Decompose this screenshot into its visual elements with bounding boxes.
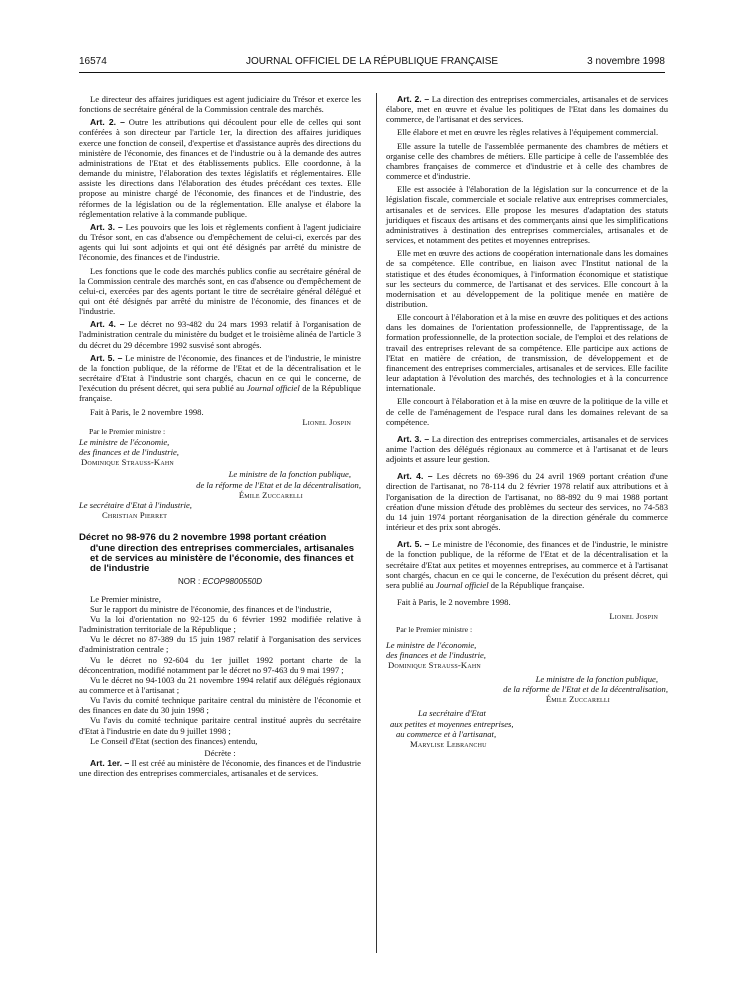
article-3 (386, 434, 668, 464)
article-label: Art. 3. – (397, 433, 430, 444)
signatory-title: Le ministre de la fonction publique, (228, 469, 351, 480)
paragraph: Le directeur des affaires juridiques est agent judiciaire du Trésor et exerce les fonctions de secrétaire général de la Commission centrale des marchés. (79, 94, 361, 115)
signatory-title: Le ministre de l'économie, (386, 639, 477, 650)
column-divider (376, 93, 377, 953)
decree-title (79, 533, 361, 574)
article-label: Art. 5. – (397, 539, 430, 550)
signing-place-date: Fait à Paris, le 2 novembre 1998. (90, 406, 204, 417)
decree-title-line: d'une direction des entreprises commerciales, artisanales et de services au ministère de l'économie, des finances et de l'industrie (90, 542, 355, 575)
page-header (79, 56, 665, 73)
signature-prime-minister: Lionel Jospin (609, 611, 658, 622)
visa: Le Conseil d'Etat (section des finances) entendu, (90, 735, 258, 746)
visa: Vu le décret no 94-1003 du 21 novembre 1994 relatif aux délégués régionaux au commerce et à l'artisanat ; (79, 674, 361, 695)
left-column (79, 94, 361, 778)
signatory-title: La secrétaire d'Etat (418, 708, 486, 719)
right-column (386, 94, 668, 749)
nor-code: ECOP9800550D (202, 577, 263, 587)
signatory-name: Émile Zuccarelli (545, 694, 610, 705)
paragraph: Elle assure la tutelle de l'assemblée permanente des chambres de métiers et organise celle des chambres de métiers. Elle participe à celle de l'assemblée des chambres françaises de commerce et d'industrie et à celle des chambres de commerce et d'industrie. (386, 140, 668, 182)
nor-reference (79, 577, 361, 587)
visa: Vu le décret no 92-604 du 1er juillet 1992 portant charte de la déconcentration, modifié notamment par le décret no 97-463 du 9 mai 1997 ; (79, 654, 361, 675)
signatory-title: au commerce et à l'artisanat, (396, 728, 497, 739)
issue-date: 3 novembre 1998 (587, 56, 665, 67)
by-prime-minister: Par le Premier ministre : (89, 426, 166, 436)
article-label: Art. 2. – (90, 117, 125, 128)
article-text: Les décrets no 69-396 du 24 avril 1969 portant création d'une direction de l'artisanat, no 78-114 du 2 février 1978 relatif aux attributions et à l'organisation de la direction de l'artisanat, no 88-892 du 9 mai 1988 portant création d'une mission d'étude des problèmes du secteur des services, no 74-583 du 14 juin 1974 portant réorganisation de la direction générale du commerce intérieur et des prix sont abrogés. (386, 471, 668, 533)
decree-title-line: Décret no 98-976 du 2 novembre 1998 portant création (79, 532, 327, 544)
article-text: La direction des entreprises commerciales, artisanales et de services anime l'action des délégués régionaux au commerce et à l'artisanat et de leurs adjoints et assure leur gestion. (386, 433, 668, 465)
decrete: Décrète : (204, 747, 236, 758)
article-5 (386, 539, 668, 590)
signatory-title: de la réforme de l'Etat et de la décentralisation, (196, 479, 361, 490)
signatory-name: Christian Pierret (102, 510, 168, 521)
visa: Vu le décret no 87-389 du 15 juin 1987 relatif à l'organisation des services d'administration centrale ; (79, 634, 361, 655)
signature-prime-minister: Lionel Jospin (302, 416, 351, 427)
paragraph: Elle met en œuvre des actions de coopération internationale dans les domaines de sa compétence. Elle contribue, en liaison avec l'Institut national de la statistique et des études économiques, à l'information économique et statistique sur les secteurs du commerce, de l'artisanat et des services. Elle concourt à la modernisation et au développement de la politique menée en matière de distribution. (386, 248, 668, 309)
article-text: de la République française. (490, 579, 585, 590)
article-2 (386, 94, 668, 124)
article-text: de la République française. (79, 383, 361, 404)
nor-label: NOR : (177, 577, 201, 587)
paragraph: Elle est associée à l'élaboration de la législation sur la concurrence et de la législation fiscale, commerciale et sociale relative aux entreprises commerciales, artisanales et de services. Elle propose les mesures d'adaptation des statuts juridiques et fiscaux des artisans et des commerçants ainsi que les simplifications administratives à destination des entreprises commerciales, artisanales et de services, et notamment des petites et moyennes entreprises. (386, 184, 668, 246)
paragraph: Elle concourt à l'élaboration et à la mise en œuvre des politiques et des actions dans les domaines de l'orientation professionnelle, de l'apprentissage, de la formation professionnelle, de la protection sociale, de l'emploi et des relations de travail des entreprises relevant de sa compétence. Elle participe aux actions de l'Etat en matière de création, de transmission, de développement et de financement des entreprises commerciales, artisanales et de services. Elle facilite leur adaptation à l'évolution des marchés, des technologies et à la concurrence internationale. (386, 312, 668, 394)
signatory-title: Le secrétaire d'Etat à l'industrie, (79, 499, 192, 510)
article-label: Art. 5. – (90, 352, 123, 363)
article-label: Art. 2. – (397, 94, 430, 104)
journal-title: JOURNAL OFFICIEL DE LA RÉPUBLIQUE FRANÇAISE (245, 56, 499, 67)
article-label: Art. 4. – (90, 319, 125, 330)
signatory-title: aux petites et moyennes entreprises, (390, 718, 514, 729)
article-text: Les pouvoirs que les lois et règlements confient à l'agent judiciaire du Trésor sont, en cas d'absence ou d'empêchement de celui-ci, exercés par des agents qui lui sont adjoints et qui ont été désignés par arrêté du ministre de l'économie, des finances et de l'industrie. (79, 221, 361, 263)
signatory-name: Dominique Strauss-Kahn (81, 457, 174, 468)
article-1 (79, 758, 361, 778)
signatory-title: Le ministre de l'économie, (79, 437, 170, 447)
by-prime-minister: Par le Premier ministre : (396, 625, 473, 635)
article-label: Art. 3. – (90, 221, 123, 232)
visa: Vu l'avis du comité technique paritaire central institué auprès du secrétaire d'Etat à l'industrie en date du 9 juillet 1998 ; (79, 715, 361, 736)
signing-place-date: Fait à Paris, le 2 novembre 1998. (397, 597, 511, 608)
paragraph: Elle concourt à l'élaboration et à la mise en œuvre de la politique de la ville et de celle de l'aménagement de l'espace rural dans les domaines relevant de sa compétence. (386, 396, 668, 427)
article-4 (79, 319, 361, 349)
signatory-name: Marylise Lebranchu (410, 738, 487, 749)
signatory-name: Dominique Strauss-Kahn (388, 659, 481, 670)
signatory-title: des finances et de l'industrie, (79, 447, 179, 458)
signatory-title: de la réforme de l'Etat et de la décentralisation, (503, 684, 668, 695)
visa: Vu la loi d'orientation no 92-125 du 6 février 1992 modifiée relative à l'administration territoriale de la République ; (79, 613, 361, 635)
signatory-name: Émile Zuccarelli (238, 489, 303, 500)
article-4 (386, 471, 668, 532)
journal-officiel-ref: Journal officiel (246, 383, 300, 394)
article-text: La direction des entreprises commerciales, artisanales et de services élabore, met en œuvre et évalue les politiques de l'Etat dans les domaines du commerce, de l'artisanat et des services. (386, 94, 668, 125)
page-number: 16574 (79, 56, 107, 67)
journal-officiel-ref: Journal officiel (435, 579, 489, 590)
article-text: Le ministre de l'économie, des finances et de l'industrie, le ministre de la fonction publique, de la réforme de l'Etat et de la décentralisation et la secrétaire d'Etat aux petites et moyennes entreprises, au commerce et à l'artisanat sont chargés, chacun en ce qui le concerne, de l'exécution du présent décret, qui sera publié au (386, 539, 668, 590)
visa: Sur le rapport du ministre de l'économie, des finances et de l'industrie, (90, 603, 332, 614)
article-2 (79, 117, 361, 219)
article-text: Il est créé au ministère de l'économie, des finances et de l'industrie une direction des entreprises commerciales, artisanales et de services. (79, 758, 362, 779)
article-label: Art. 4. – (397, 471, 433, 482)
article-text: Le ministre de l'économie, des finances et de l'industrie, le ministre de la fonction publique, de la réforme de l'Etat et de la décentralisation et le secrétaire d'Etat à l'industrie sont chargés, chacun en ce qui le concerne, de l'exécution du présent décret, qui sera publié au (79, 352, 361, 394)
paragraph: Le Premier ministre, (90, 593, 161, 604)
signatory-title: des finances et de l'industrie, (386, 649, 486, 660)
article-text: Outre les attributions qui découlent pour elle de celles qui sont conférées à son directeur par l'article 1er, la direction des affaires juridiques exerce une fonction de conseil, d'expertise et d'assistance auprès des directions du ministère de l'économie, des finances et de l'industrie ou à la demande des autres administrations de l'Etat et des établissements publics. Elle coordonne, à la demande du ministre, l'élaboration des textes législatifs et réglementaires. Elle assiste les directions dans l'élaboration des études précédant ces textes. Elle propose au ministre chargé de l'économie, des finances et de l'industrie, des réformes de la législation ou de la réglementation. Elle analyse et élabore la réglementation relative à la commande publique. (79, 117, 361, 219)
article-label: Art. 1er. – (90, 758, 130, 769)
article-3 (79, 222, 361, 263)
paragraph: Elle élabore et met en œuvre les règles relatives à l'équipement commercial. (397, 127, 659, 138)
paragraph: Les fonctions que le code des marchés publics confie au secrétaire général de la Commission centrale des marchés sont, en cas d'absence ou d'empêchement de celui-ci, exercées par des agents portant le titre de secrétaire général délégué et qui ont été désignés par arrêté du ministre de l'économie, des finances et de l'industrie. (79, 265, 361, 317)
article-text: Le décret no 93-482 du 24 mars 1993 relatif à l'organisation de l'administration centrale du ministère du budget et le troisième alinéa de l'article 3 du décret du 29 décembre 1992 susvisé sont abrogés. (79, 319, 361, 350)
article-5 (79, 353, 361, 404)
visa: Vu l'avis du comité technique paritaire central du ministère de l'économie et des finances en date du 30 juin 1998 ; (79, 695, 361, 716)
signatory-title: Le ministre de la fonction publique, (535, 673, 658, 684)
